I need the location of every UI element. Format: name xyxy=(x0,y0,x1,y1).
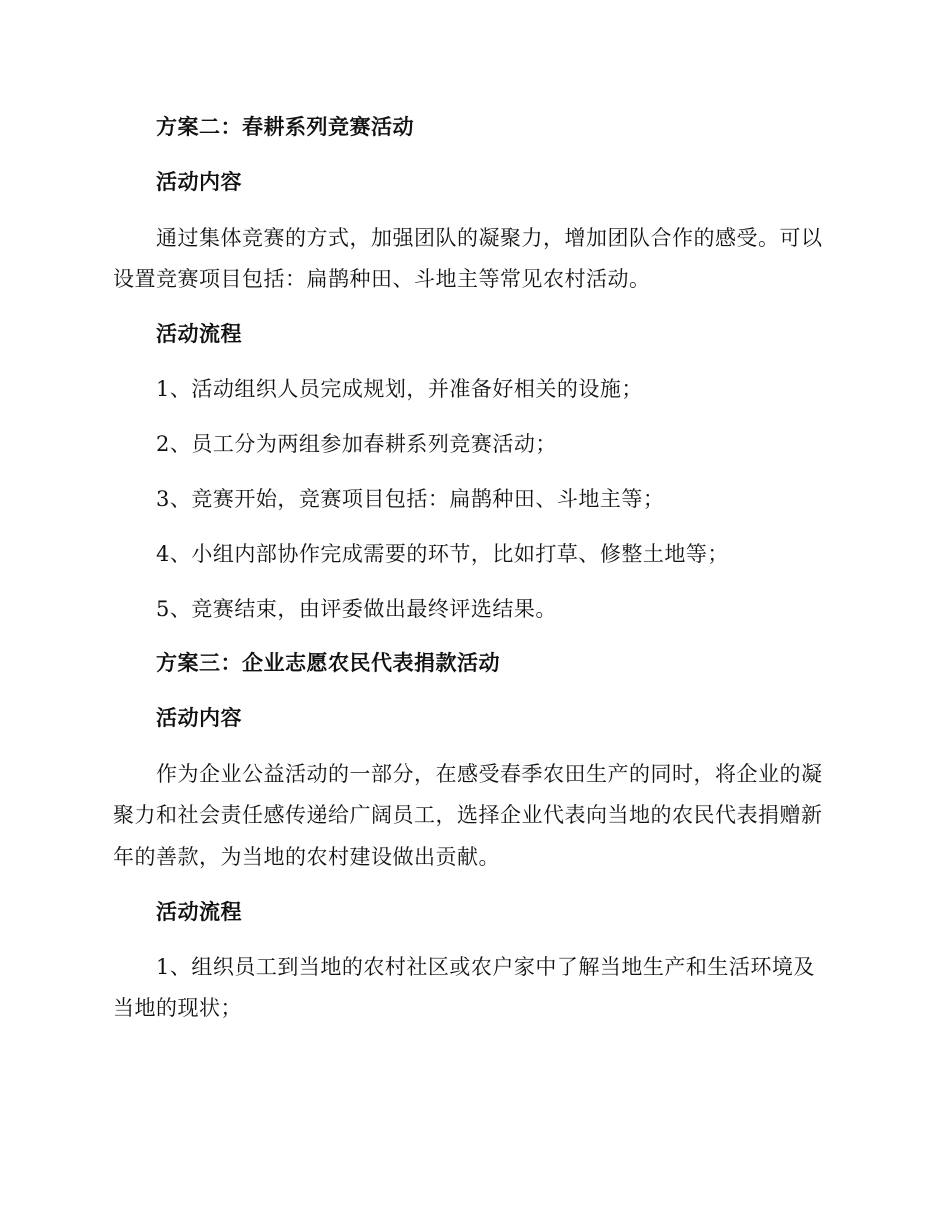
section2-content-heading: 活动内容 xyxy=(156,170,242,194)
section3-title: 方案三：企业志愿农民代表捐款活动 xyxy=(156,651,500,675)
section3-content-line: 年的善款，为当地的农村建设做出贡献。 xyxy=(113,845,500,869)
section3-step-continuation: 当地的现状； xyxy=(113,996,242,1020)
section3-content-line: 聚力和社会责任感传递给广阔员工，选择企业代表向当地的农民代表捐赠新 xyxy=(113,803,823,827)
section3-process-heading: 活动流程 xyxy=(156,900,242,924)
section2-content-line: 通过集体竞赛的方式，加强团队的凝聚力，增加团队合作的感受。可以 xyxy=(156,226,823,250)
section2-step: 4、小组内部协作完成需要的环节，比如打草、修整土地等； xyxy=(156,542,729,566)
section2-step: 2、员工分为两组参加春耕系列竞赛活动； xyxy=(156,432,557,456)
section3-content-heading: 活动内容 xyxy=(156,706,242,730)
section2-step: 5、竞赛结束，由评委做出最终评选结果。 xyxy=(156,597,557,621)
section2-process-heading: 活动流程 xyxy=(156,322,242,346)
section2-step: 1、活动组织人员完成规划，并准备好相关的设施； xyxy=(156,377,643,401)
section2-content-line: 设置竞赛项目包括：扁鹊种田、斗地主等常见农村活动。 xyxy=(113,267,651,291)
section2-step: 3、竞赛开始，竞赛项目包括：扁鹊种田、斗地主等； xyxy=(156,487,665,511)
section2-title: 方案二：春耕系列竞赛活动 xyxy=(156,115,414,139)
section3-content-line: 作为企业公益活动的一部分，在感受春季农田生产的同时，将企业的凝 xyxy=(156,762,823,786)
section3-step: 1、组织员工到当地的农村社区或农户家中了解当地生产和生活环境及 xyxy=(156,955,815,979)
